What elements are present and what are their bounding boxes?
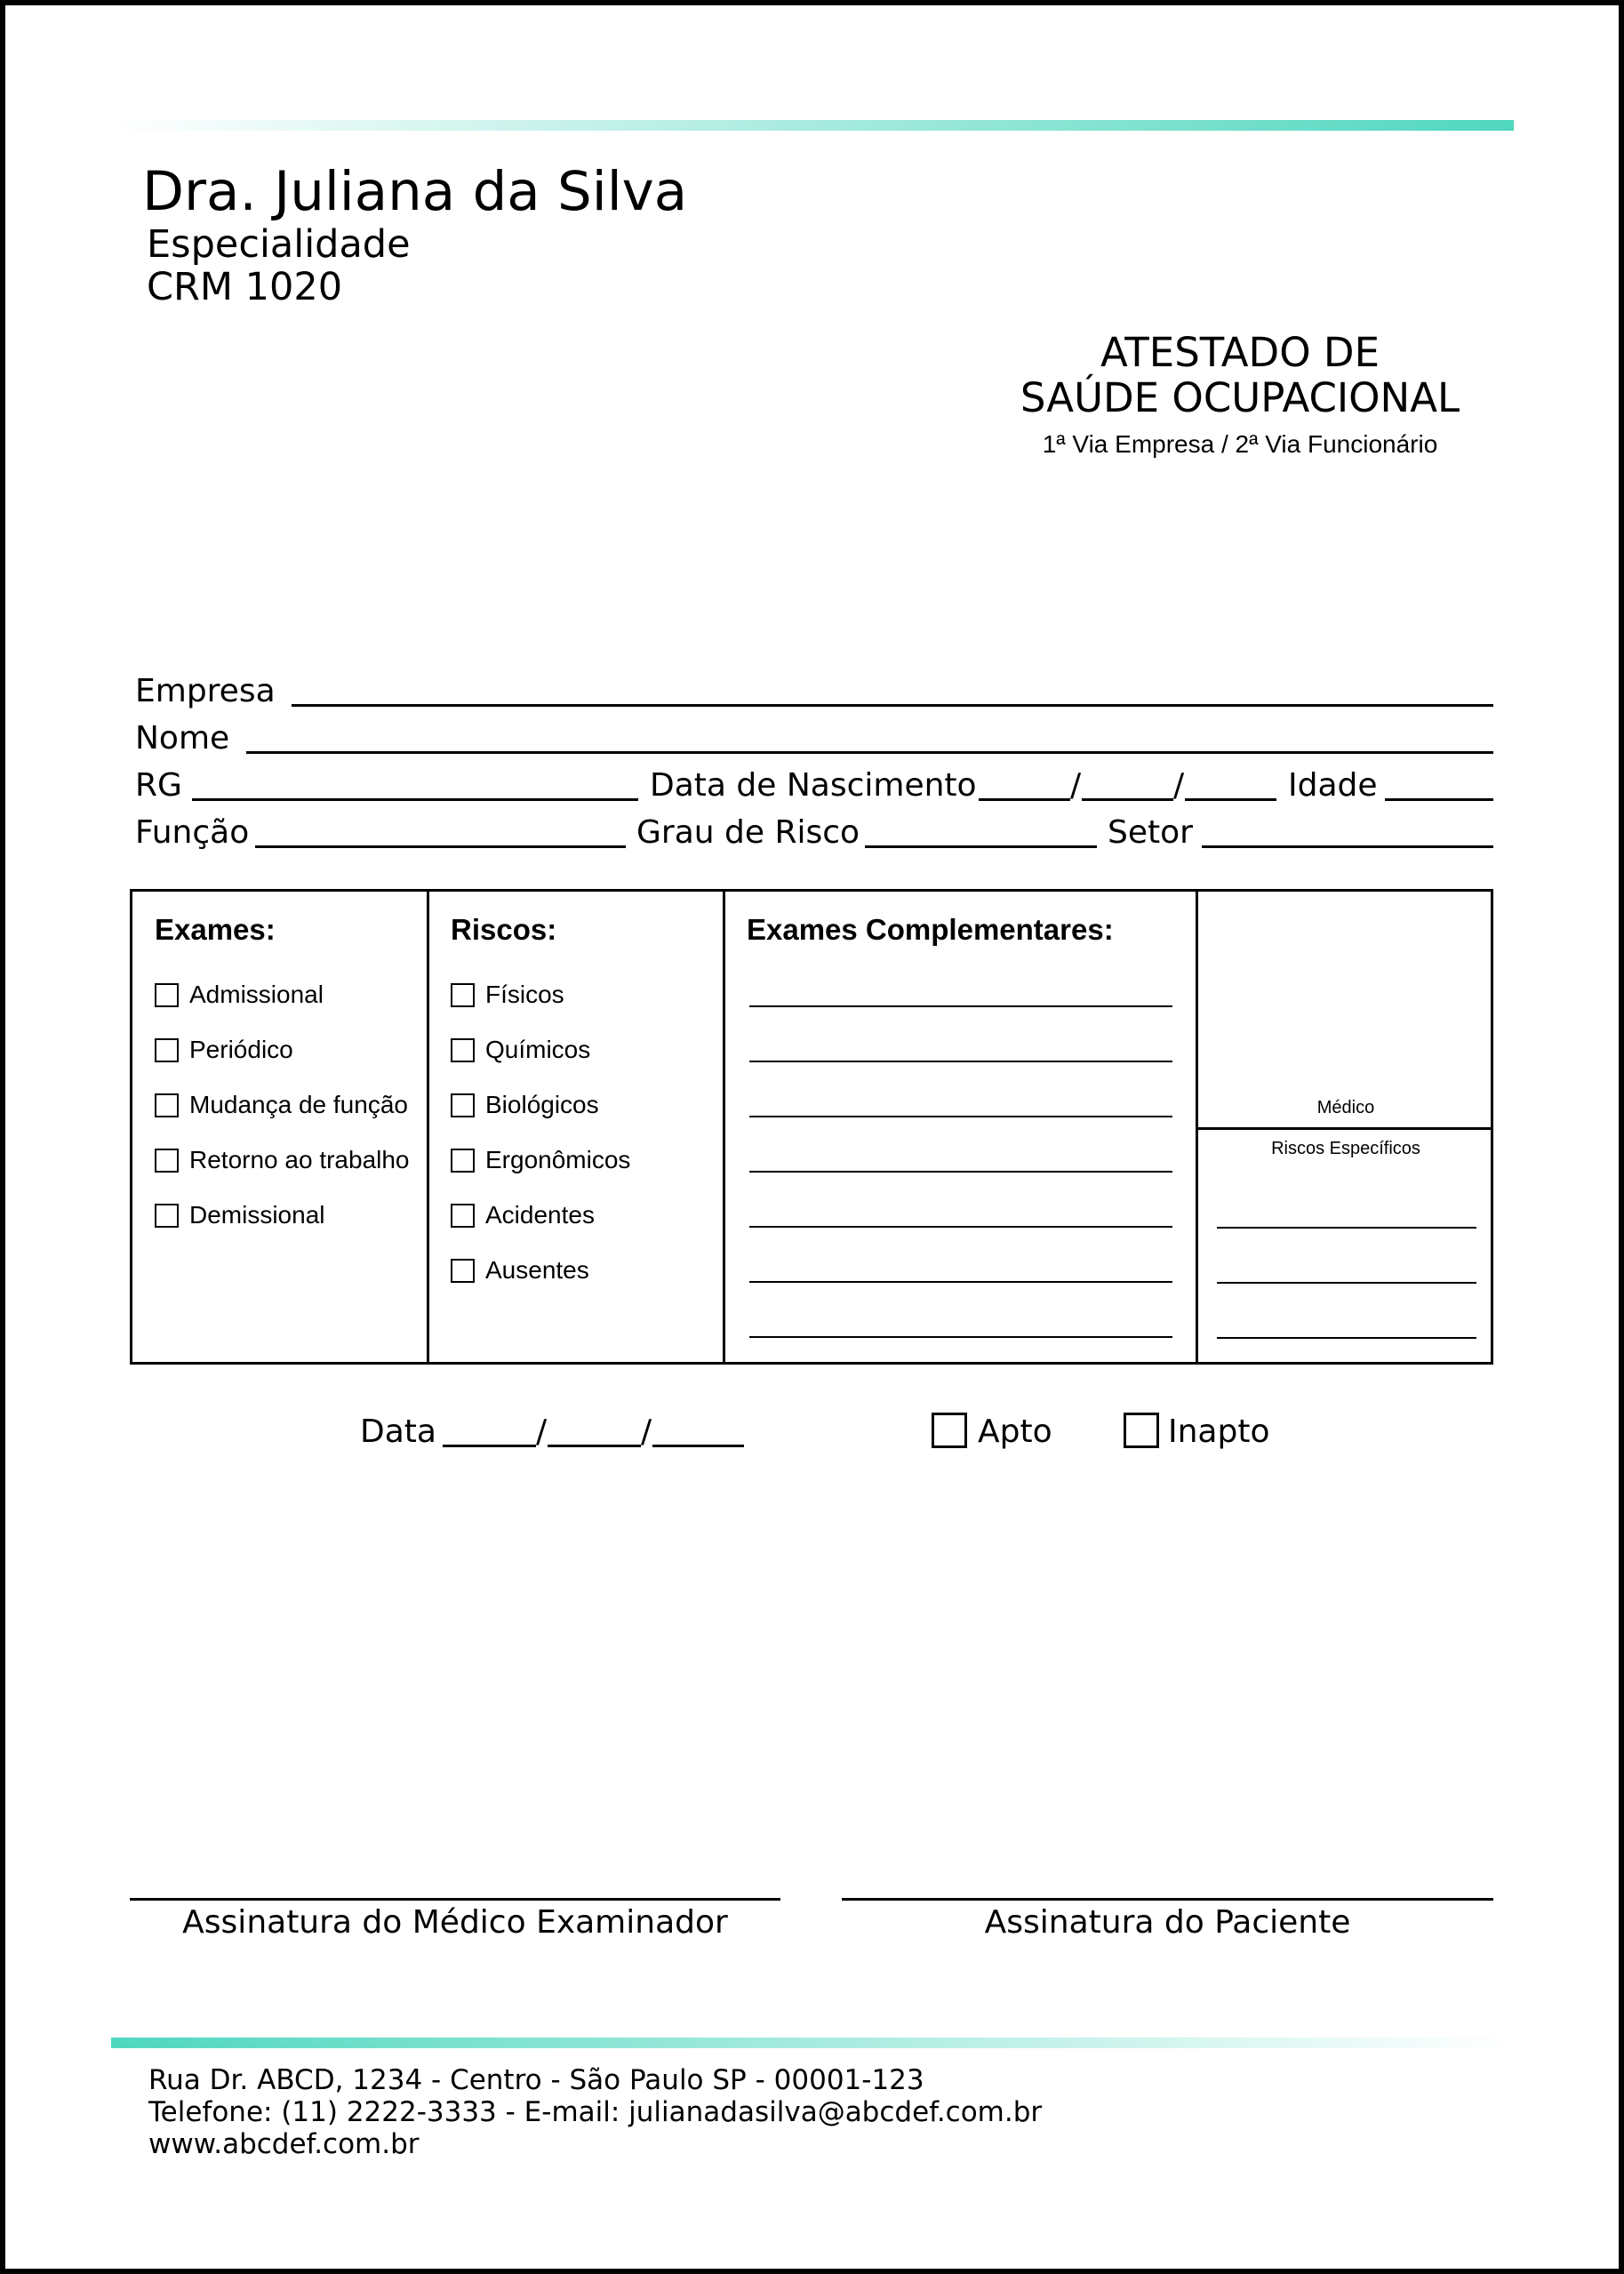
checkbox-quimicos[interactable] xyxy=(451,1036,590,1064)
option-label: Retorno ao trabalho xyxy=(189,1146,410,1173)
checkbox-acidentes[interactable] xyxy=(451,1201,595,1229)
column-divider xyxy=(723,892,725,1362)
option-label: Químicos xyxy=(485,1036,591,1063)
footer-accent-bar xyxy=(111,2038,1514,2048)
option-label: Periódico xyxy=(189,1036,293,1063)
exames-complementares-heading: Exames Complementares: xyxy=(747,913,1114,946)
medico-label: Médico xyxy=(1316,1098,1375,1117)
date-separator: / xyxy=(1070,767,1082,804)
nascimento-day-field[interactable] xyxy=(979,798,1070,801)
grau-risco-field[interactable] xyxy=(865,845,1097,848)
checkbox-icon[interactable] xyxy=(451,1038,475,1062)
empresa-label: Empresa xyxy=(135,673,276,709)
date-separator: / xyxy=(641,1413,652,1450)
data-month-field[interactable] xyxy=(548,1445,641,1447)
option-label: Ergonômicos xyxy=(485,1146,631,1173)
idade-field[interactable] xyxy=(1385,798,1493,801)
checkbox-mudanca-funcao[interactable] xyxy=(155,1091,408,1119)
option-label: Mudança de função xyxy=(189,1091,408,1118)
rg-label: RG xyxy=(135,767,182,804)
nome-label: Nome xyxy=(135,720,230,757)
nascimento-year-field[interactable] xyxy=(1185,798,1276,801)
checkbox-icon[interactable] xyxy=(451,1093,475,1117)
option-label: Ausentes xyxy=(485,1256,589,1284)
risco-especifico-line[interactable] xyxy=(1217,1282,1476,1284)
complementar-line[interactable] xyxy=(749,1281,1172,1283)
title-line-2: SAÚDE OCUPACIONAL xyxy=(1020,373,1460,421)
checkbox-retorno-trabalho[interactable] xyxy=(155,1146,410,1174)
exames-heading: Exames: xyxy=(155,913,276,946)
checkbox-icon[interactable] xyxy=(155,1149,179,1173)
option-label: Acidentes xyxy=(485,1201,595,1229)
apto-label: Apto xyxy=(978,1413,1052,1450)
riscos-heading: Riscos: xyxy=(451,913,557,946)
complementar-line[interactable] xyxy=(749,1336,1172,1338)
grau-risco-label: Grau de Risco xyxy=(636,814,860,851)
idade-label: Idade xyxy=(1288,767,1378,804)
footer-website: www.abcdef.com.br xyxy=(148,2128,420,2160)
funcao-label: Função xyxy=(135,814,250,851)
header-accent-bar xyxy=(111,120,1514,131)
medico-divider xyxy=(1196,1127,1493,1130)
document-title xyxy=(978,331,1502,421)
inapto-checkbox[interactable] xyxy=(1124,1413,1159,1448)
data-label: Data xyxy=(360,1413,436,1450)
setor-label: Setor xyxy=(1108,814,1193,851)
option-label: Biológicos xyxy=(485,1091,599,1118)
rg-field[interactable] xyxy=(192,798,638,801)
checkbox-demissional[interactable] xyxy=(155,1201,325,1229)
risco-especifico-line[interactable] xyxy=(1217,1337,1476,1339)
checkbox-periodico[interactable] xyxy=(155,1036,293,1064)
inapto-label: Inapto xyxy=(1168,1413,1270,1450)
complementar-line[interactable] xyxy=(749,1005,1172,1007)
checkbox-icon[interactable] xyxy=(451,1149,475,1173)
nome-field[interactable] xyxy=(246,751,1493,754)
medico-signature-line[interactable] xyxy=(130,1898,780,1901)
doctor-specialty: Especialidade xyxy=(147,222,411,267)
data-day-field[interactable] xyxy=(443,1445,536,1447)
footer-contact: Telefone: (11) 2222-3333 - E-mail: julianadasilva@abcdef.com.br xyxy=(148,2096,1043,2128)
checkbox-icon[interactable] xyxy=(155,1093,179,1117)
complementar-line[interactable] xyxy=(749,1171,1172,1173)
column-divider xyxy=(427,892,429,1362)
option-label: Demissional xyxy=(189,1201,325,1229)
footer-address: Rua Dr. ABCD, 1234 - Centro - São Paulo SP - 00001-123 xyxy=(148,2064,924,2096)
checkbox-icon[interactable] xyxy=(451,1259,475,1283)
paciente-signature-label: Assinatura do Paciente xyxy=(984,1904,1351,1941)
option-label: Físicos xyxy=(485,981,564,1008)
document-subtitle: 1ª Via Empresa / 2ª Via Funcionário xyxy=(1042,430,1438,458)
exam-table xyxy=(130,889,1493,1365)
funcao-field[interactable] xyxy=(255,845,626,848)
date-separator: / xyxy=(1173,767,1185,804)
checkbox-fisicos[interactable] xyxy=(451,981,564,1009)
complementar-line[interactable] xyxy=(749,1116,1172,1117)
doctor-name: Dra. Juliana da Silva xyxy=(142,160,688,223)
nascimento-label: Data de Nascimento xyxy=(650,767,977,804)
checkbox-icon[interactable] xyxy=(155,1204,179,1228)
complementar-line[interactable] xyxy=(749,1226,1172,1228)
nascimento-month-field[interactable] xyxy=(1082,798,1173,801)
checkbox-icon[interactable] xyxy=(155,1038,179,1062)
doctor-crm: CRM 1020 xyxy=(147,265,343,309)
empresa-field[interactable] xyxy=(292,704,1493,707)
data-year-field[interactable] xyxy=(652,1445,744,1447)
checkbox-ausentes[interactable] xyxy=(451,1256,589,1285)
checkbox-icon[interactable] xyxy=(451,983,475,1007)
apto-checkbox[interactable] xyxy=(932,1413,967,1448)
setor-field[interactable] xyxy=(1202,845,1493,848)
risco-especifico-line[interactable] xyxy=(1217,1227,1476,1229)
title-line-1: ATESTADO DE xyxy=(1100,329,1380,376)
complementar-line[interactable] xyxy=(749,1061,1172,1062)
checkbox-icon[interactable] xyxy=(155,983,179,1007)
medico-signature-label: Assinatura do Médico Examinador xyxy=(182,1904,728,1941)
riscos-especificos-label: Riscos Específicos xyxy=(1271,1139,1420,1158)
checkbox-biologicos[interactable] xyxy=(451,1091,599,1119)
option-label: Admissional xyxy=(189,981,324,1008)
paciente-signature-line[interactable] xyxy=(842,1898,1493,1901)
checkbox-admissional[interactable] xyxy=(155,981,324,1009)
checkbox-ergonomicos[interactable] xyxy=(451,1146,630,1174)
date-separator: / xyxy=(536,1413,548,1450)
checkbox-icon[interactable] xyxy=(451,1204,475,1228)
